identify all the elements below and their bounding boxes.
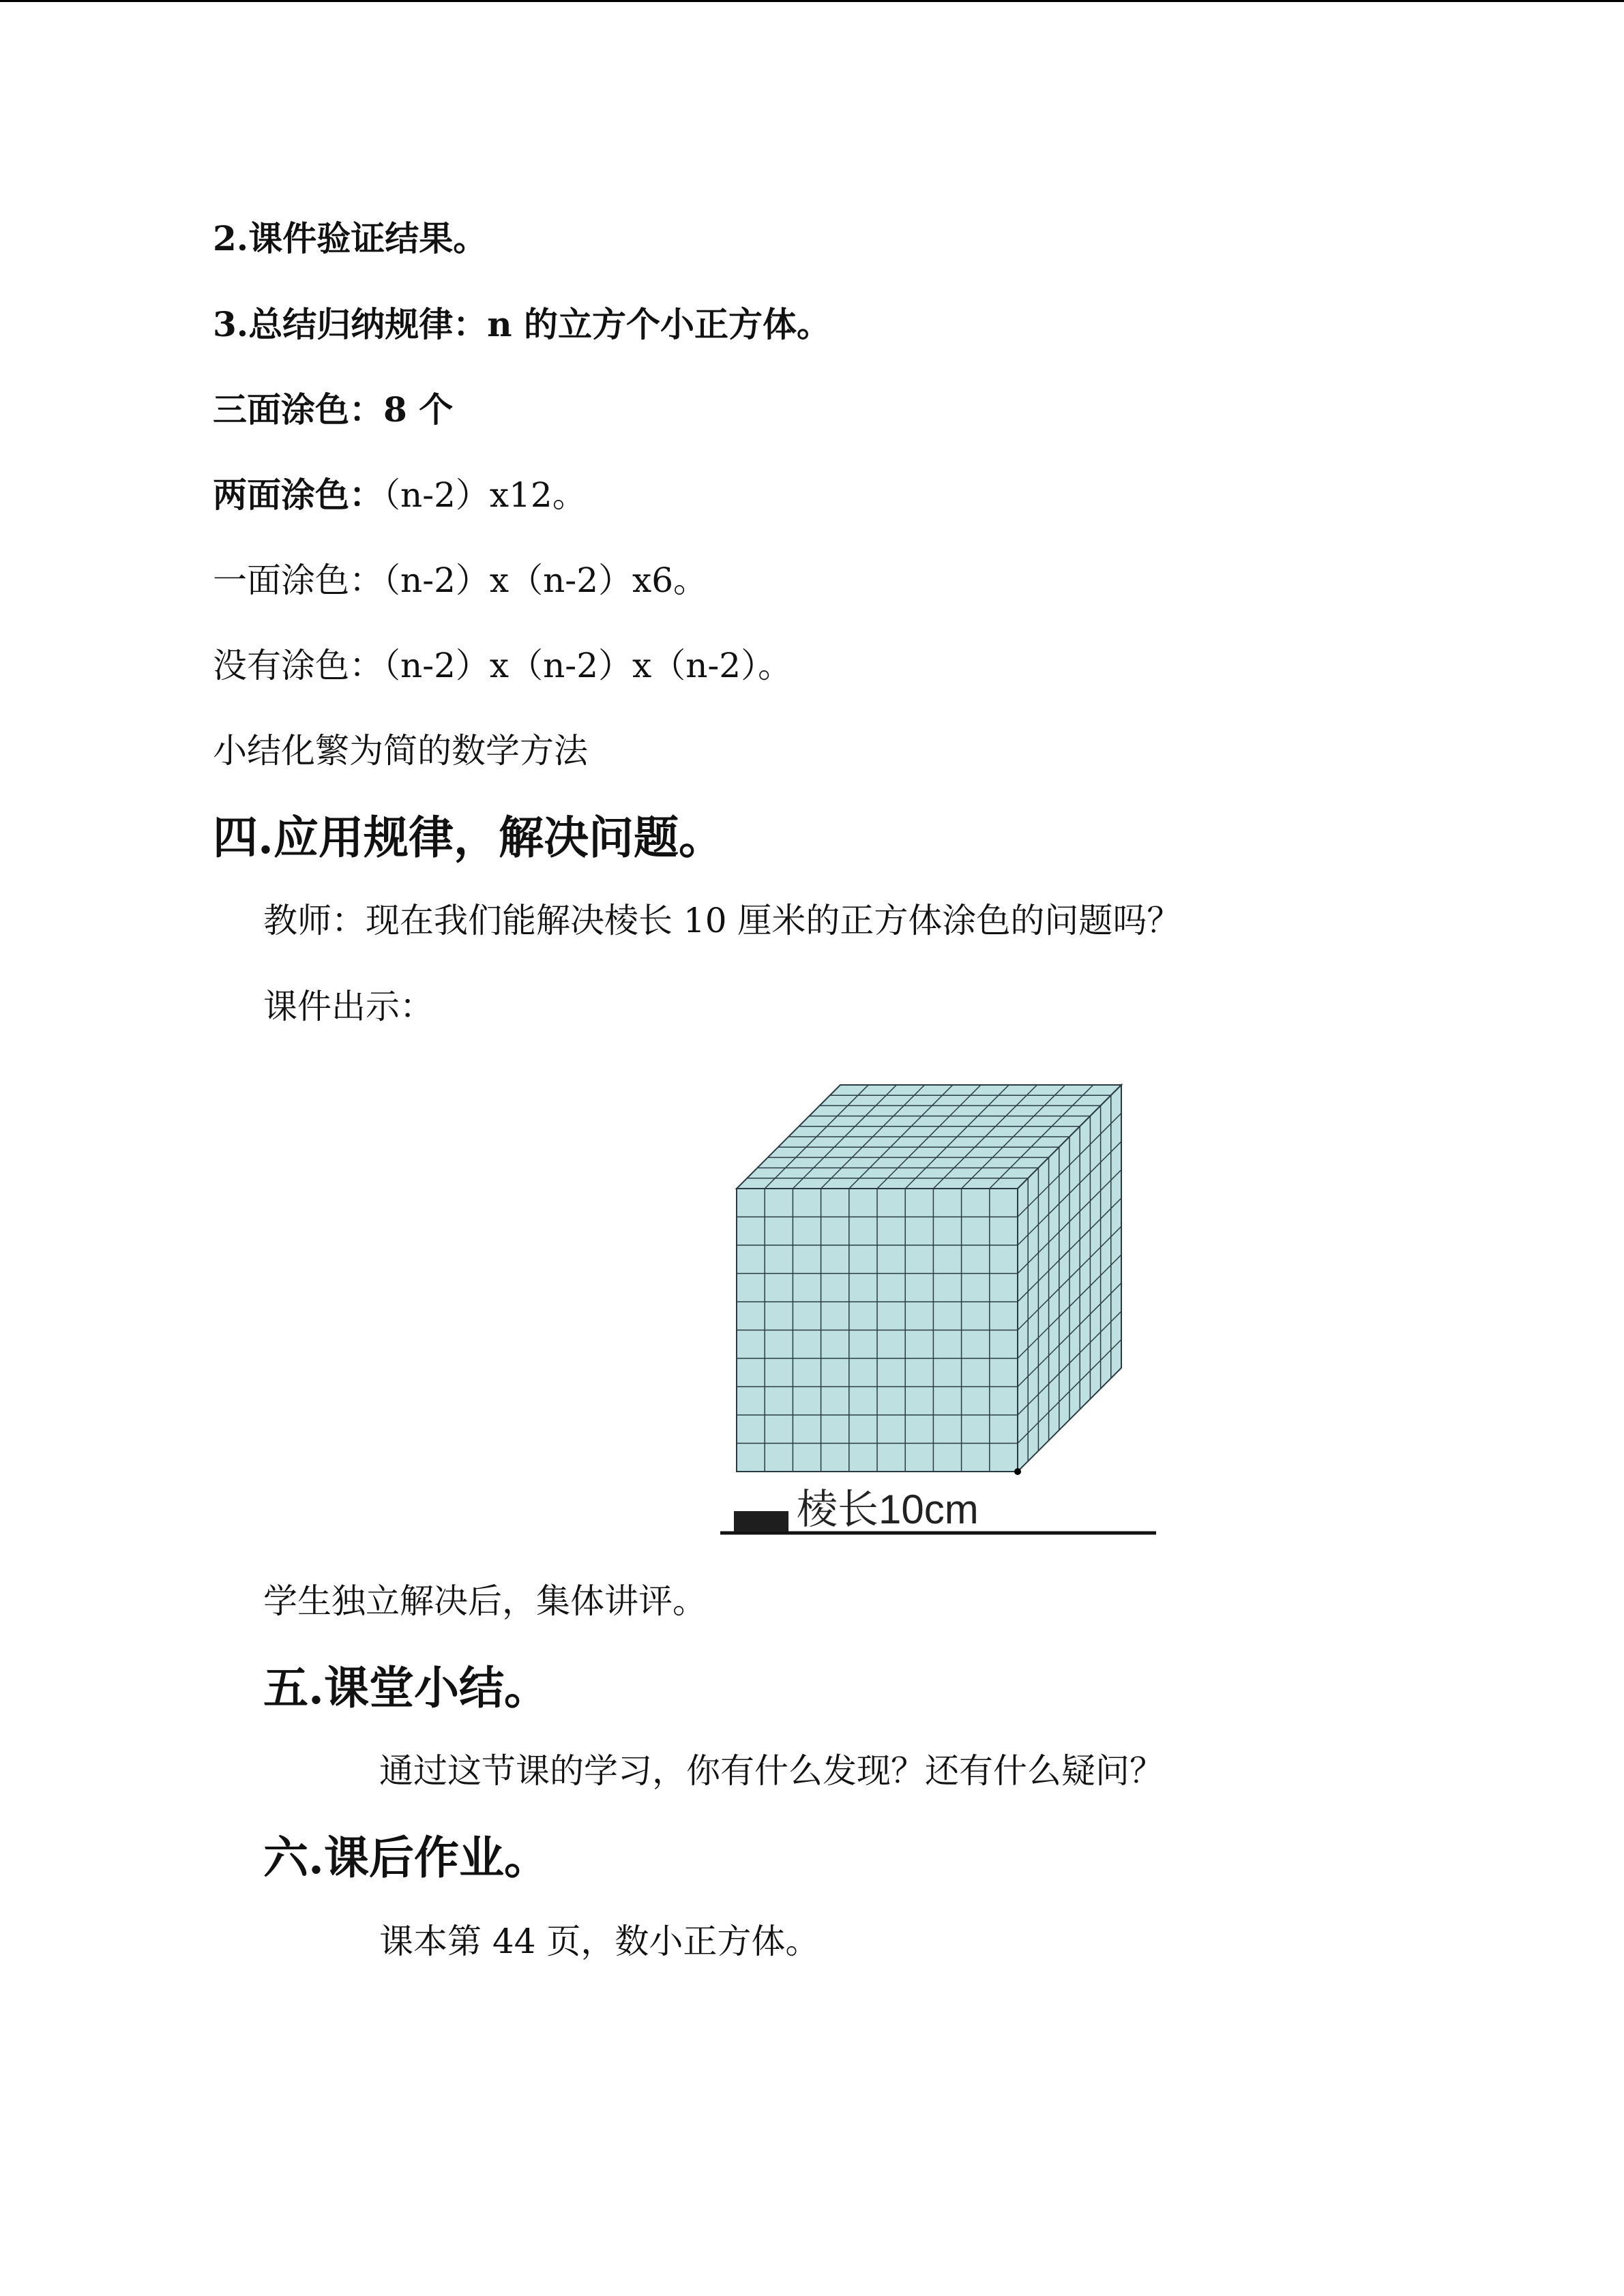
section-5-heading: 五.课堂小结。 xyxy=(263,1661,549,1714)
figure-marker xyxy=(734,1511,788,1532)
teacher-question: 教师：现在我们能解决棱长 10 厘米的正方体涂色的问题吗？ xyxy=(263,901,1181,940)
students-solve: 学生独立解决后，集体讲评。 xyxy=(263,1581,707,1621)
edge-length-label: 棱长10cm xyxy=(797,1487,979,1532)
two-faces-formula: （n-2）x12。 xyxy=(383,475,587,515)
cube-diagram xyxy=(716,1064,1166,1541)
section-6-heading: 六.课后作业。 xyxy=(263,1831,549,1884)
step-3-summary: 3.总结归纳规律：n 的立方个小正方体。 xyxy=(213,304,831,344)
one-face-painted: 一面涂色：（n-2）x（n-2）x6。 xyxy=(213,561,708,600)
step-2-verify: 2.课件验证结果。 xyxy=(213,218,488,258)
two-faces-label: 两面涂色： xyxy=(213,475,383,515)
reflection-question: 通过这节课的学习，你有什么发现？还有什么疑问？ xyxy=(379,1751,1164,1791)
section-4-heading: 四.应用规律，解决问题。 xyxy=(213,811,724,864)
page-top-border xyxy=(0,0,1624,2)
homework-text: 课本第 44 页，数小正方体。 xyxy=(379,1922,820,1961)
two-faces-painted xyxy=(213,473,587,517)
cube-corner-dot xyxy=(1014,1468,1021,1475)
courseware-show: 课件出示： xyxy=(263,987,434,1026)
three-faces-painted: 三面涂色：8 个 xyxy=(213,389,454,430)
cube-figure xyxy=(716,1064,1166,1541)
summary-note: 小结化繁为简的数学方法 xyxy=(213,731,588,771)
no-face-painted: 没有涂色：（n-2）x（n-2）x（n-2）。 xyxy=(213,646,793,685)
